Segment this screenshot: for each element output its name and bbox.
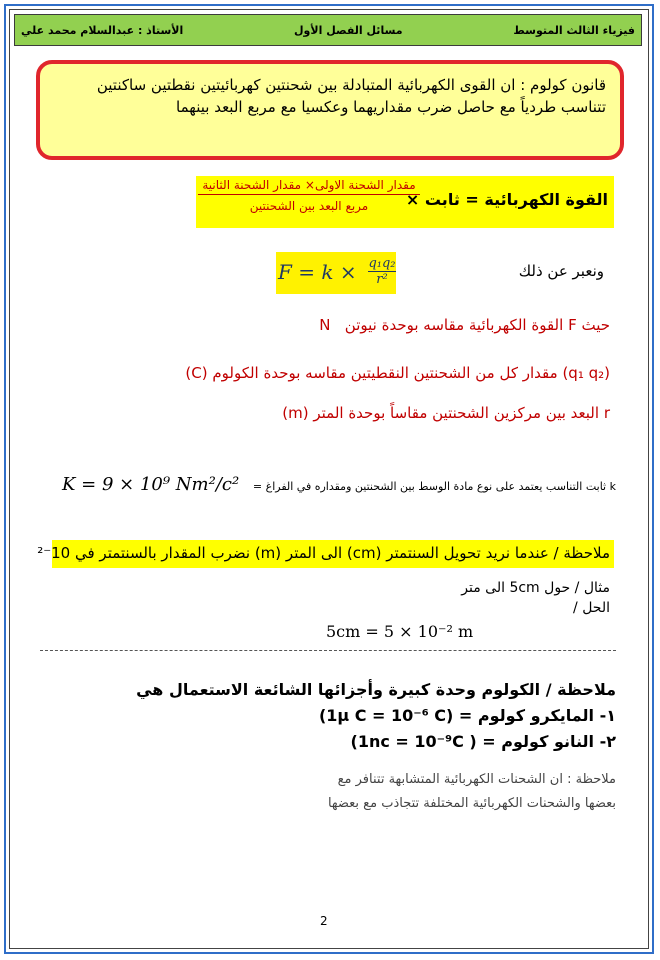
header-subject: فيزياء الثالث المتوسط: [513, 23, 635, 37]
express-text: ونعبر عن ذلك: [518, 262, 604, 280]
example-answer: 5cm = 5 × 10⁻² m: [326, 622, 474, 641]
example-solution-label: الحل /: [573, 600, 610, 616]
word-equation-fraction: [198, 178, 420, 213]
coulomb-note-title: ملاحظة / الكولوم وحدة كبيرة وأجزائها الشائعة الاستعمال هي: [136, 680, 616, 699]
law-line-1: قانون كولوم : ان القوى الكهربائية المتبادلة بين شحنتين كهربائيتين نقطتين ساكنتين: [96, 76, 606, 94]
charges-note-line-1: ملاحظة : ان الشحنات الكهربائية المتشابهة تتنافر مع: [337, 772, 616, 787]
definition-force: [319, 316, 610, 334]
definition-distance-text: البعد بين مركزين الشحنتين مقاساً بوحدة المتر: [313, 404, 600, 422]
word-equation: [196, 176, 614, 228]
header-chapter: مسائل الفصل الأول: [294, 23, 403, 37]
page-header: [14, 14, 642, 46]
coulomb-note-nano: ٢- النانو كولوم = ( 1nc = 10⁻⁹C): [350, 732, 616, 751]
coulomb-law-box: [36, 60, 624, 160]
divider: [40, 650, 616, 651]
definition-force-symbol: حيث F: [568, 316, 610, 334]
formula-lhs: F = k ×: [278, 260, 357, 284]
definition-distance-symbol: r: [603, 404, 610, 422]
definition-charges-text: مقدار كل من الشحنتين النقطيتين مقاسه بوحدة الكولوم: [212, 364, 558, 382]
definition-force-text: القوة الكهربائية مقاسه بوحدة نيوتن: [344, 316, 564, 334]
law-line-2: تتناسب طردياً مع حاصل ضرب مقداريهما وعكسيا مع مربع البعد بينهما: [176, 98, 606, 116]
definition-charges: [185, 364, 610, 382]
formula-numerator: q₁q₂: [368, 256, 396, 271]
word-equation-denominator: مربع البعد بين الشحنتين: [249, 199, 369, 213]
constant-text: k ثابت التناسب يعتمد على نوع مادة الوسط بين الشحنتين ومقداره في الفراغ =: [252, 480, 616, 493]
charges-note-line-2: بعضها والشحنات الكهربائية المختلفة تتجاذب مع بعضها: [327, 796, 616, 811]
definition-charges-symbol: (q₁ q₂): [562, 364, 610, 382]
formula-fraction: [368, 256, 396, 287]
word-equation-numerator: مقدار الشحنة الاولى× مقدار الشحنة الثانية: [198, 178, 420, 195]
definition-distance: [282, 404, 610, 422]
example-question: مثال / حول 5cm الى متر: [461, 580, 610, 596]
constant-value: K = 9 × 10⁹ Nm²/c²: [62, 474, 240, 495]
coulomb-note-micro: ١- المايكرو كولوم = (1μ C = 10⁻⁶ C): [318, 706, 616, 725]
page-number: 2: [320, 914, 328, 928]
definition-charges-unit: (C): [185, 364, 208, 382]
definition-distance-unit: (m): [282, 404, 309, 422]
coulomb-formula: [276, 252, 396, 294]
conversion-note: ملاحظة / عندما نريد تحويل السنتمتر (cm) الى المتر (m) نضرب المقدار بالسنتمتر في 10⁻²: [37, 544, 610, 562]
formula-denominator: r²: [376, 272, 388, 287]
header-teacher: الأستاذ : عبدالسلام محمد علي: [21, 23, 184, 37]
definition-force-unit: N: [319, 316, 331, 334]
word-equation-label: القوة الكهربائية = ثابت ×: [405, 190, 608, 209]
